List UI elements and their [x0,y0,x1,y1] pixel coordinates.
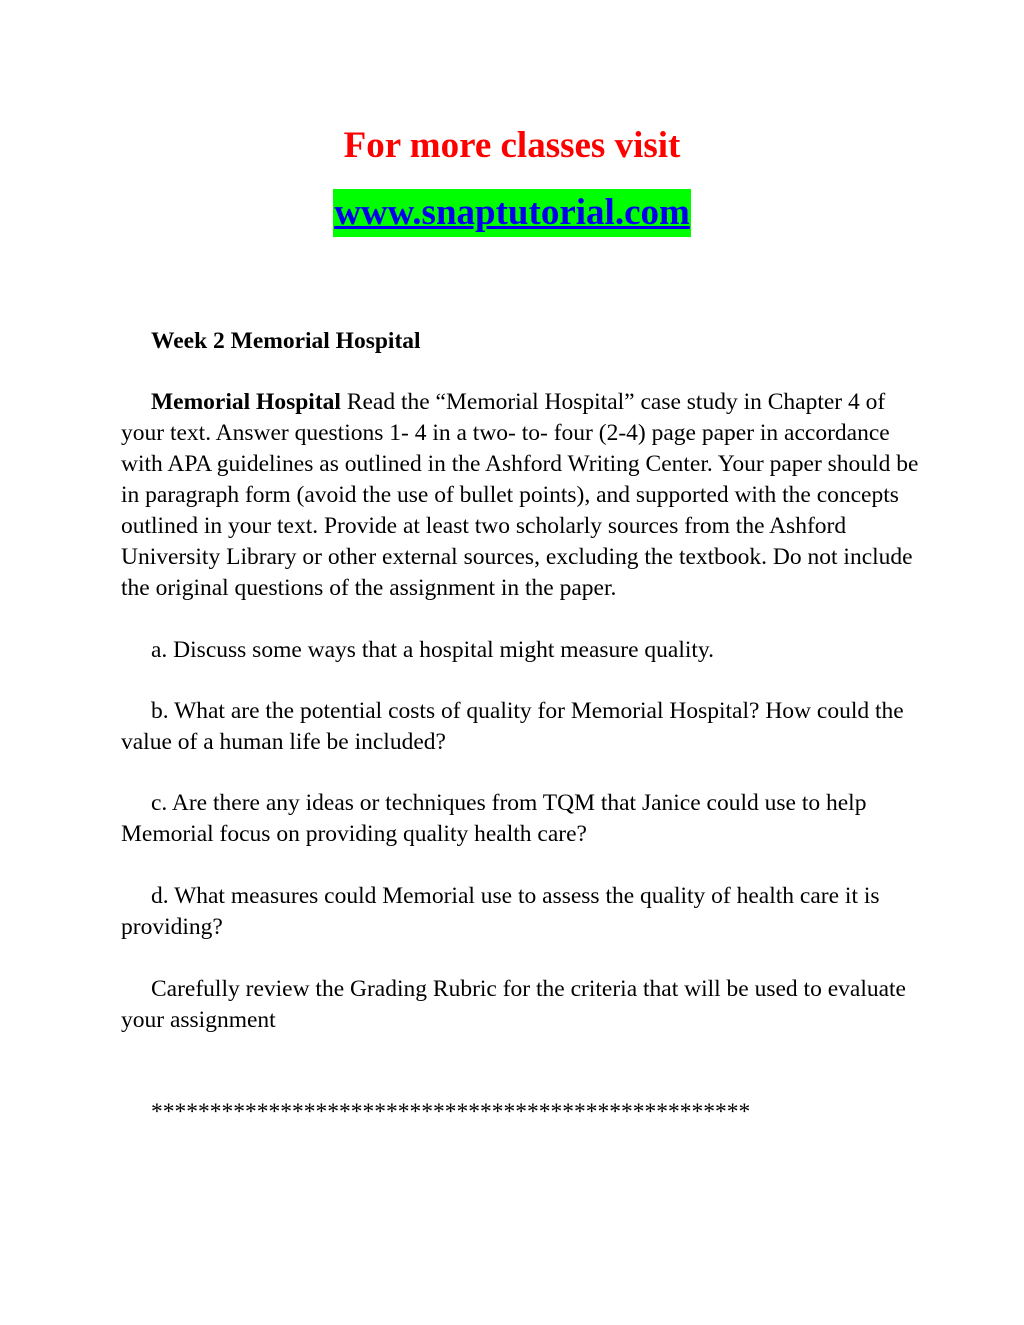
question-b: b. What are the potential costs of quality for Memorial Hospital? How could the value of a human life be included? [121,698,904,755]
question-d: d. What measures could Memorial use to assess the quality of health care it is providing? [121,883,880,940]
promo-title: For more classes visit [343,125,681,166]
grading-note: Carefully review the Grading Rubric for the criteria that will be used to evaluate your assignment [121,976,906,1033]
intro-text: Read the “Memorial Hospital” case study in Chapter 4 of your text. Answer questions 1- 4 in a two- to- four (2-4) page paper in accordance with APA guidelines as outlined in the Ashford Writing Center. Your paper should be in paragraph form (avoid the use of bullet points), and supported with the concepts outlined in your text. Provide at least two scholarly sources from the Ashford University Library or other external sources, excluding the textbook. Do not include the original questions of the assignment in the paper. [121,389,919,601]
separator-line: *************************************************** [151,1099,751,1125]
assignment-heading: Week 2 Memorial Hospital [151,328,421,354]
question-a: a. Discuss some ways that a hospital might measure quality. [151,637,715,663]
assignment-body [121,326,921,1128]
question-c: c. Are there any ideas or techniques from TQM that Janice could use to help Memorial focus on providing quality health care? [121,790,867,847]
website-link[interactable]: www.snaptutorial.com [333,189,691,237]
intro-bold-label: Memorial Hospital [151,389,341,415]
promo-link-container [0,189,1024,237]
assignment-intro [121,387,921,604]
